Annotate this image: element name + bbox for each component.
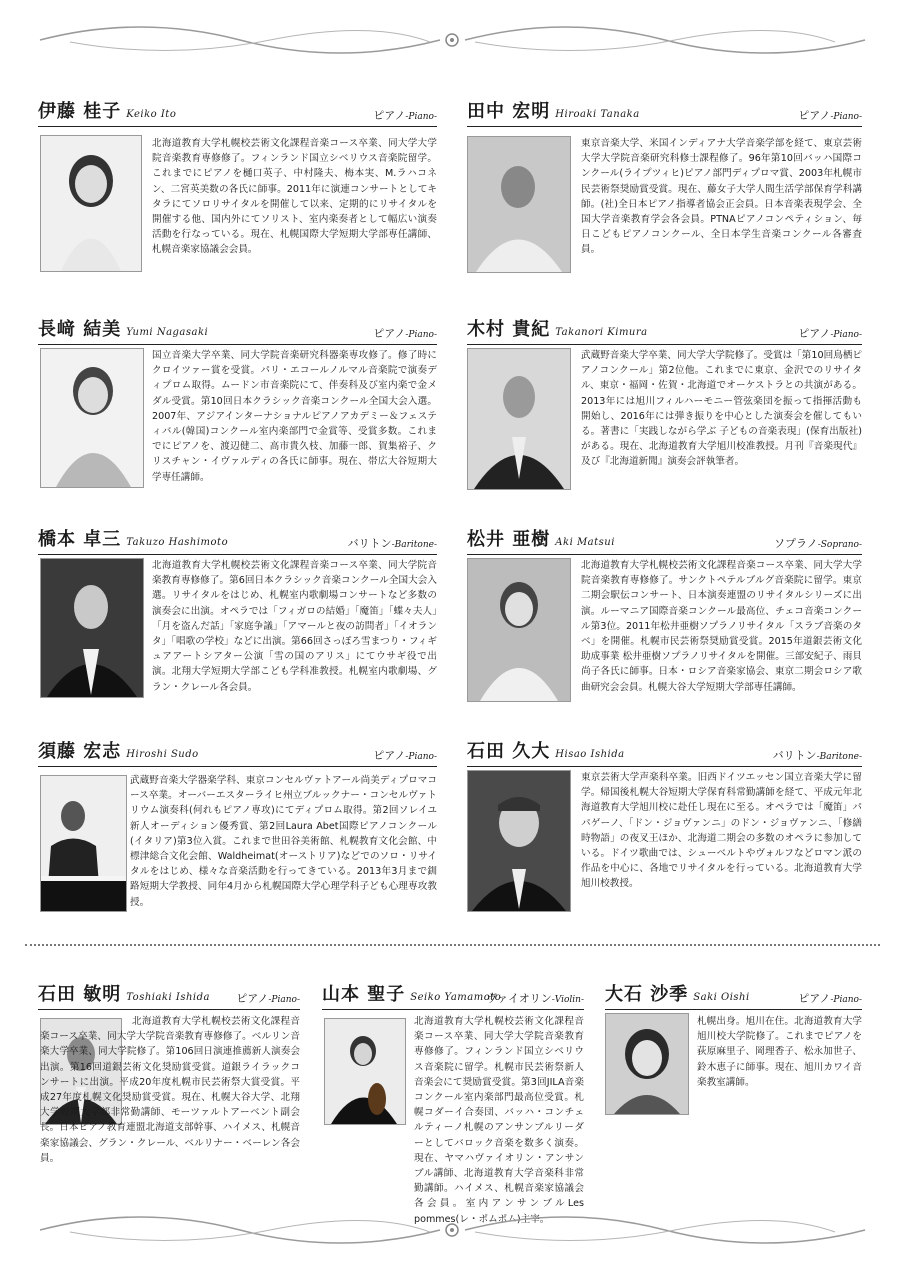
- name-row: [605, 983, 862, 1010]
- name-jp: 長﨑 結美: [38, 319, 122, 340]
- bio-text: 北海道教育大学札幌校芸術文化課程音楽コース卒業、同大学大学院音楽教育専修修了。フィンランド国立シベリウス音楽院に留学。札幌市民芸術祭新人音楽会にて奨励賞受賞。第3回JILA音楽コンクール室内楽部門最高位受賞。札幌コダーイ合奏団、バッハ・コンチェルティーノ札幌のアンサンブルリーダーとしてバロック音楽を数多く演奏。現在、ヤマハヴァイオリン・アンサンブル講師、北海道教育大学音楽科非常勤講師。ハイメス、札幌音楽家協議会各会員。室内アンサンブルLes pommes(レ・ポムポム)主宰。: [414, 1016, 584, 1225]
- bio-text: 北海道教育大学札幌校芸術文化課程音楽コース卒業、同大学大学院音楽教育専修修了。ベルリン音楽大学卒業、同大学院修了。第106回日演連推薦新人演奏会出演。第16回道銀芸術文化奨励賞受賞。道銀ライラックコンサートに出演。平成20年度札幌市民芸術祭大賞受賞。平成27年度札幌文化奨励賞受賞。現在、札幌大谷大学、北翔大学短期大学部非常勤講師、モーツァルトアーベント副会長。日本ピアノ教育連盟北海道支部幹事、ハイメス、札幌音楽家協議会、グラン・クレール、ベルリナー・ベーレン各会員。: [40, 1016, 300, 1164]
- violinist-photo: [324, 1018, 406, 1125]
- name-en: Toshiaki Ishida: [126, 992, 210, 1003]
- name-en: Keiko Ito: [126, 109, 177, 120]
- musician-card-nagasaki: [38, 318, 437, 513]
- bio-text: 東京芸術大学声楽科卒業。旧西ドイツエッセン国立音楽大学に留学。帰国後札幌大谷短期大学保育科常勤講師を経て、平成元年北海道教育大学旭川校に赴任し現在に至る。オペラでは「魔笛」パパゲーノ、「ドン・ジョヴァンニ」のドン・ジョヴァンニ、「修繕時物語」の夜叉王ほか、北海道二期会の多数のオペラに参加している。ドイツ歌曲では、シューベルトやヴォルフなどロマン派の作品を中心に、各地でリサイタルを行っている。北海道教育大学旭川校教授。: [581, 772, 862, 890]
- role-jp: ピアノ: [798, 327, 831, 340]
- name-row: [38, 528, 437, 555]
- role-en: -Piano-: [405, 112, 437, 122]
- bio-text: 武蔵野音楽大学卒業、同大学大学院修了。受賞は「第10回鳥栖ピアノコンクール」第2位他。これまでに東京、金沢でのリサイタル、東京・福岡・佐賀・北海道でオーケストラとの共演がある。2013年には旭川フィルハーモニー管弦楽団を振って指揮活動も開始し、2016年には弾き振りを中心とした演奏会を催してもいる。著書に「実践しながら学ぶ 子どもの音楽表現」(保育出版社)がある。現在、北海道教育大学旭川校准教授。月刊『音楽現代』及び『北海道新聞』演奏会評執筆者。: [581, 350, 862, 468]
- name-en: Aki Matsui: [555, 537, 615, 548]
- name-en: Hiroshi Sudo: [126, 749, 199, 760]
- musician-card-yamamoto: [322, 983, 584, 1225]
- bio-text: 北海道教育大学札幌校芸術文化課程音楽コース卒業、同大学大学院音楽教育専修修了。フィンランド国立シベリウス音楽院留学。これまでにピアノを樋口英子、中村隆夫、梅本実、M.ラハコネン、二宮英美数の各氏に師事。2011年に演連コンサートとしてキタラにてソロリサイタルを開催して以来、定期的にリサイタルを開催する他、国内外にてソリスト、室内楽奏者として幅広い演奏活動を行なっている。現在、札幌国際大学短期大学部専任講師、札幌音楽家協議会会員。: [152, 138, 437, 256]
- name-jp: 橋本 卓三: [38, 529, 122, 550]
- role-jp: ピアノ: [373, 109, 406, 122]
- musician-card-oishi: [605, 983, 862, 1133]
- portrait-photo: [40, 558, 144, 698]
- bio-text: 北海道教育大学札幌校芸術文化課程音楽コース卒業、同大学大学院音楽教育専修修了。サンクトペテルブルグ音楽院に留学。東京二期会駅伝コンサート、日本演奏連盟のリサイタルシリーズに出演。ルーマニア国際音楽コンクール最高位、チェコ音楽コンクール第3位。2011年松井亜樹ソプラノリサイタル「スラブ音楽のタベ」を開催。札幌市民芸術祭奨励賞受賞。2015年道銀芸術文化助成事業 松井亜樹ソプラノリサイタルを開催。三部安紀子、雨貝尚子各氏に師事。日本・ロシア音楽家協会、東京二期会ロシア歌曲研究会会員。札幌大谷大学短期大学部専任講師。: [581, 560, 862, 693]
- name-en: Yumi Nagasaki: [126, 327, 209, 338]
- portrait-photo: [467, 770, 571, 912]
- portrait-photo: [40, 135, 142, 272]
- name-row: [38, 983, 300, 1010]
- portrait-photo: [40, 348, 144, 488]
- role-en: -Violin-: [551, 995, 584, 1005]
- bio-text: 武蔵野音楽大学器楽学科、東京コンセルヴァトアール尚美ディプロマコース卒業。オーバーエスターライヒ州立ブルックナー・コンセルヴァトリウム演奏科(何れもピアノ専攻)にてディプロム取得。第2回ソレイユ新人オーディション優秀賞、第2回Laura Abet国際ピアノコンクール(イタリア)第3位入賞。これまで世田谷美術館、札幌教育文化会館、中標津総合文化会館、Waldheimat(オーストリア)などでのソロ・リサイタルをはじめ、様々な音楽活動を行ってきている。2013年3月まで釧路短期大学教授、同年4月から札幌国際大学心理学科子ども心理専攻教授。: [130, 775, 437, 908]
- role-jp: ピアノ: [236, 992, 269, 1005]
- role-en: -Piano-: [830, 330, 862, 340]
- name-en: Seiko Yamamoto: [410, 992, 502, 1003]
- name-en: Takanori Kimura: [555, 327, 648, 338]
- name-row: [38, 740, 437, 767]
- role-en: -Piano-: [830, 112, 862, 122]
- role-jp: ヴァイオリン: [486, 992, 552, 1005]
- musician-card-tanaka: [467, 100, 862, 310]
- name-en: Hisao Ishida: [555, 749, 625, 760]
- name-row: [467, 528, 862, 555]
- musician-card-ishida-h: [467, 740, 862, 920]
- musician-card-ishida-t: [38, 983, 300, 1198]
- name-row: [467, 100, 862, 127]
- name-jp: 山本 聖子: [322, 984, 406, 1005]
- role-en: -Piano-: [405, 330, 437, 340]
- name-row: [467, 740, 862, 767]
- name-jp: 石田 久大: [467, 741, 551, 762]
- role-jp: ピアノ: [373, 749, 406, 762]
- bottom-ornament: [30, 1210, 875, 1250]
- bio-text: 札幌出身。旭川在住。北海道教育大学旭川校大学院修了。これまでピアノを荻原麻里子、岡理香子、松永加世子、鈴木恵子に師事。現在、旭川カワイ音楽教室講師。: [697, 1016, 862, 1088]
- role-jp: バリトン: [772, 749, 817, 762]
- role-jp: バリトン: [347, 537, 392, 550]
- bio-text: 東京音楽大学、米国インディアナ大学音楽学部を経て、東京芸術大学大学院音楽研究科修士課程修了。96年第10回バッハ国際コンクール(ライプツィヒ)ピアノ部門ディプロマ賞、2003年札幌市民芸術祭奨励賞受賞。現在、藤女子大学人間生活学部保育学科講師。(社)全日本ピアノ指導者協会正会員。日本音楽表現学会、全国大学音楽教育学会各会員。PTNAピアノコンペティション、毎日こどもピアノコンクール、全日本学生音楽コンクール各審査員。: [581, 138, 862, 256]
- top-ornament: [30, 20, 875, 60]
- name-en: Hiroaki Tanaka: [555, 109, 640, 120]
- name-jp: 大石 沙季: [605, 984, 689, 1005]
- role-jp: ソプラノ: [774, 537, 818, 550]
- name-en: Takuzo Hashimoto: [126, 537, 229, 548]
- name-row: [38, 100, 437, 127]
- name-row: [322, 983, 584, 1010]
- name-jp: 須藤 宏志: [38, 741, 122, 762]
- role-en: -Baritone-: [816, 752, 862, 762]
- musician-card-ito: [38, 100, 437, 310]
- name-jp: 松井 亜樹: [467, 529, 551, 550]
- bio-text: 北海道教育大学札幌校芸術文化課程音楽コース卒業、同大学院音楽教育専修修了。第6回日本クラシック音楽コンクール全国大会入選。リサイタルをはじめ、札幌室内歌劇場コンサートなど多数の演奏会に出演。オペラでは「フィガロの結婚」「魔笛」「蝶々夫人」「月を盗んだ話」「家庭争議」「アマールと夜の訪問者」「イオランタ」「唱歌の学校」などに出演。第66回さっぽろ雪まつり・フィギュアアートシアター公演「雪の国のアリス」にてウサギ役で出演。北翔大学短期大学部こども学科准教授。札幌室内歌劇場、グラン・クレール各会員。: [152, 560, 437, 693]
- musician-card-kimura: [467, 318, 862, 513]
- role-en: -Piano-: [268, 995, 300, 1005]
- role-jp: ピアノ: [798, 992, 831, 1005]
- role-jp: ピアノ: [373, 327, 406, 340]
- name-jp: 田中 宏明: [467, 101, 551, 122]
- role-en: -Piano-: [405, 752, 437, 762]
- pianist-photo: [40, 775, 127, 912]
- musician-card-hashimoto: [38, 528, 437, 708]
- musician-card-matsui: [467, 528, 862, 708]
- name-en: Saki Oishi: [693, 992, 750, 1003]
- section-divider: [25, 944, 880, 946]
- musician-card-sudo: [38, 740, 437, 920]
- role-en: -Soprano-: [817, 540, 862, 550]
- portrait-photo: [605, 1013, 689, 1115]
- name-jp: 木村 貴紀: [467, 319, 551, 340]
- role-en: -Baritone-: [391, 540, 437, 550]
- role-en: -Piano-: [830, 995, 862, 1005]
- name-jp: 伊藤 桂子: [38, 101, 122, 122]
- portrait-photo: [467, 558, 571, 702]
- bio-text: 国立音楽大学卒業、同大学院音楽研究科器楽専攻修了。修了時にクロイツァー賞を受賞。パリ・エコールノルマル音楽院で演奏ディプロム取得。ムードン市音楽院にて、伴奏科及び室内楽で金メダル受賞。第10回日本クラシック音楽コンクール全国大会入選。2007年、アジアインターナショナルピアノアカデミー＆フェスティバル(韓国)コンクール室内楽部門で金賞等、受賞多数。これまでにピアノを、渡辺健二、高市貴久枝、加藤一郎、賀集裕子、クリスチャン・イヴァルディの各氏に師事。現在、帯広大谷短期大学専任講師。: [152, 350, 437, 483]
- name-row: [38, 318, 437, 345]
- role-jp: ピアノ: [798, 109, 831, 122]
- name-jp: 石田 敏明: [38, 984, 122, 1005]
- name-row: [467, 318, 862, 345]
- portrait-photo: [467, 136, 571, 273]
- portrait-photo: [467, 348, 571, 490]
